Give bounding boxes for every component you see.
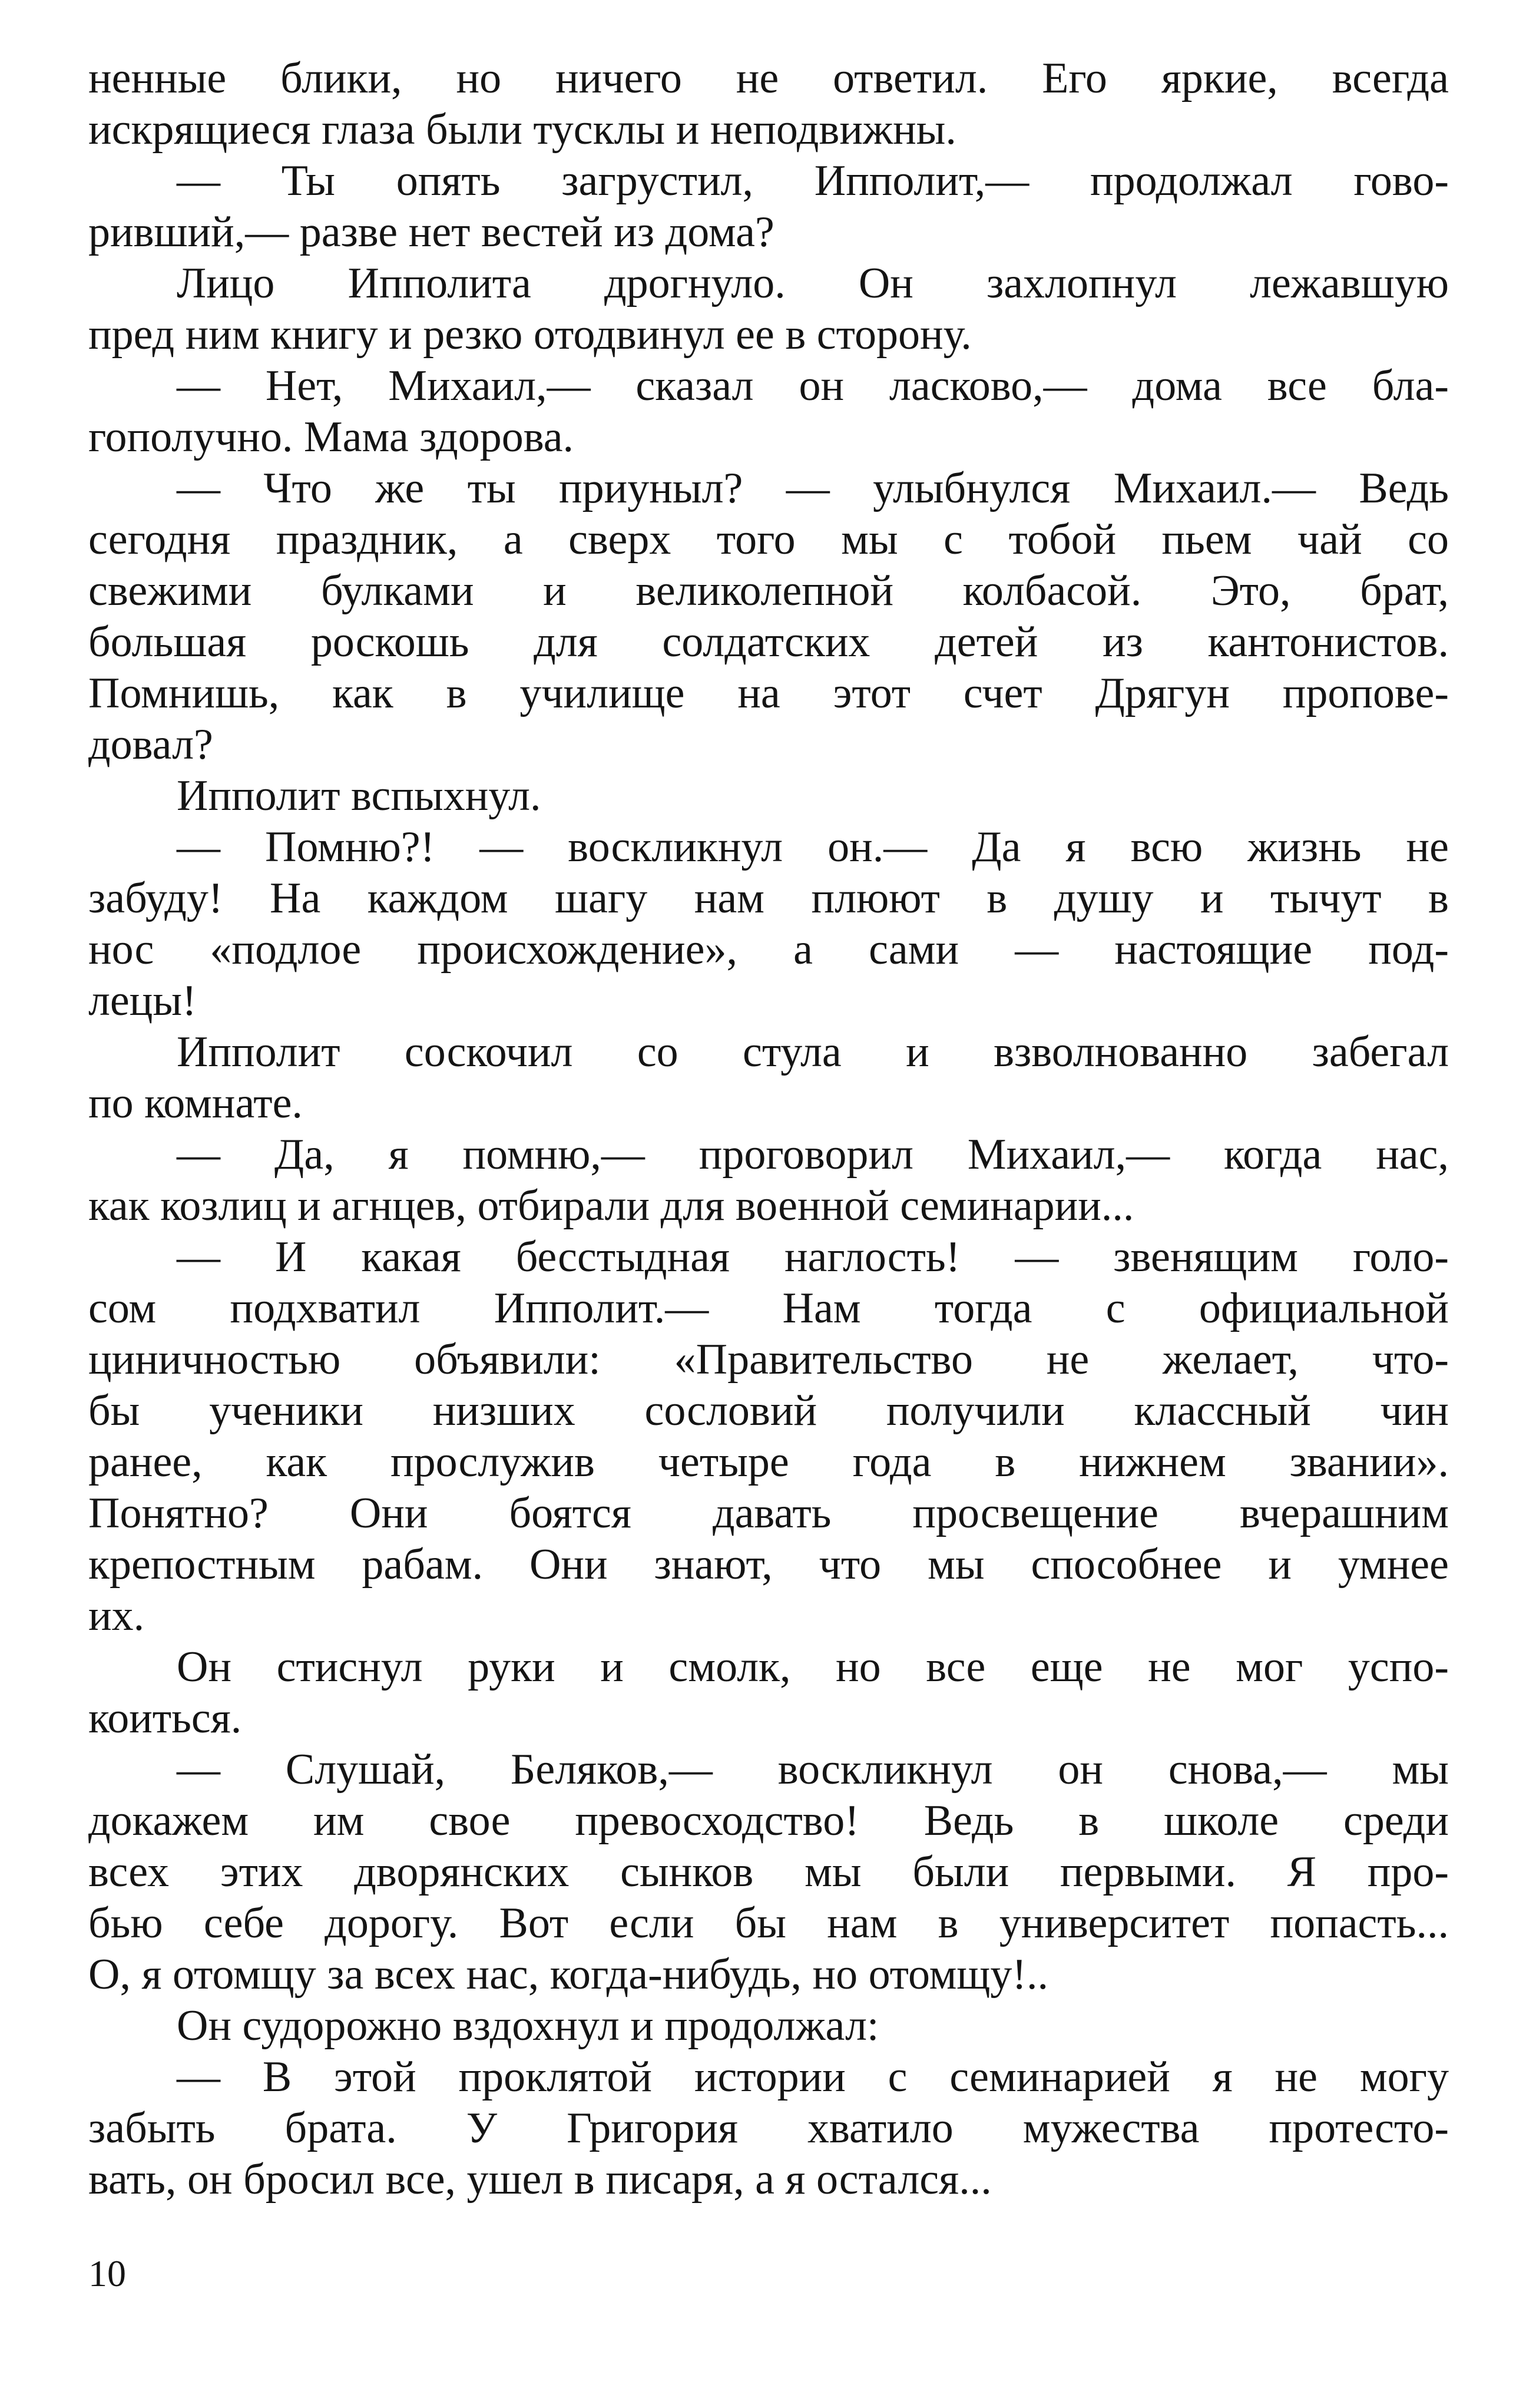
text-line: — Помню?! — воскликнул он.— Да я всю жизнь не	[177, 823, 1449, 871]
text-line: сегодня праздник, а сверх того мы с тобой пьем чай со	[88, 515, 1449, 564]
text-line: — Нет, Михаил,— сказал он ласково,— дома все бла-	[177, 362, 1449, 410]
text-line: Он судорожно вздохнул и продолжал:	[177, 2002, 879, 2050]
text-line: докажем им свое превосходство! Ведь в школе среди	[88, 1797, 1449, 1845]
text-line: свежими булками и великолепной колбасой. Это, брат,	[88, 567, 1449, 615]
text-line: — И какая бесстыдная наглость! — звенящим голо-	[177, 1233, 1449, 1281]
text-line: как козлиц и агнцев, отбирали для военной семинарии...	[88, 1182, 1134, 1230]
text-line: Помнишь, как в училище на этот счет Дрягун пропове-	[88, 669, 1449, 717]
text-line: сом подхватил Ипполит.— Нам тогда с официальной	[88, 1284, 1449, 1332]
text-line: довал?	[88, 720, 213, 769]
text-line: бы ученики низших сословий получили классный чин	[88, 1387, 1449, 1435]
text-line: искрящиеся глаза были тусклы и неподвижны.	[88, 105, 956, 154]
text-line: большая роскошь для солдатских детей из кантонистов.	[88, 618, 1449, 666]
text-line: гополучно. Мама здорова.	[88, 413, 574, 461]
text-line: — Да, я помню,— проговорил Михаил,— когда нас,	[177, 1130, 1449, 1179]
text-line: Он стиснул руки и смолк, но все еще не мог успо-	[177, 1643, 1449, 1691]
text-line: нос «подлое происхождение», а сами — настоящие под-	[88, 925, 1449, 974]
text-line: — В этой проклятой истории с семинарией я не могу	[177, 2053, 1449, 2101]
page-text	[88, 53, 1449, 2205]
text-line: забуду! На каждом шагу нам плюют в душу и тычут в	[88, 874, 1449, 922]
text-line: коиться.	[88, 1694, 242, 1742]
text-line: — Ты опять загрустил, Ипполит,— продолжал гово-	[177, 157, 1449, 205]
text-line: Лицо Ипполита дрогнуло. Он захлопнул лежавшую	[177, 259, 1449, 307]
text-line: лецы!	[88, 977, 197, 1025]
text-line: ненные блики, но ничего не ответил. Его яркие, всегда	[88, 54, 1449, 102]
page-number: 10	[88, 2252, 126, 2294]
text-line: по комнате.	[88, 1079, 303, 1127]
text-line: крепостным рабам. Они знают, что мы способнее и умнее	[88, 1540, 1449, 1589]
text-line: бью себе дорогу. Вот если бы нам в университет попасть...	[88, 1899, 1449, 1947]
text-line: О, я отомщу за всех нас, когда-нибудь, но отомщу!..	[88, 1950, 1049, 1999]
text-line: их.	[88, 1592, 145, 1640]
text-line: — Слушай, Беляков,— воскликнул он снова,— мы	[177, 1745, 1449, 1794]
text-line: вать, он бросил все, ушел в писаря, а я остался...	[88, 2155, 992, 2204]
text-line: Ипполит вспыхнул.	[177, 772, 541, 820]
text-line: циничностью объявили: «Правительство не желает, что-	[88, 1335, 1449, 1384]
text-line: — Что же ты приуныл? — улыбнулся Михаил.— Ведь	[177, 464, 1449, 512]
text-line: забыть брата. У Григория хватило мужества протесто-	[88, 2104, 1449, 2152]
text-line: Понятно? Они боятся давать просвещение вчерашним	[88, 1489, 1449, 1537]
text-line: ривший,— разве нет вестей из дома?	[88, 208, 774, 256]
text-line: пред ним книгу и резко отодвинул ее в сторону.	[88, 310, 972, 359]
text-line: Ипполит соскочил со стула и взволнованно забегал	[177, 1028, 1449, 1076]
text-line: всех этих дворянских сынков мы были первыми. Я про-	[88, 1848, 1449, 1896]
text-line: ранее, как прослужив четыре года в нижнем звании».	[88, 1438, 1449, 1486]
